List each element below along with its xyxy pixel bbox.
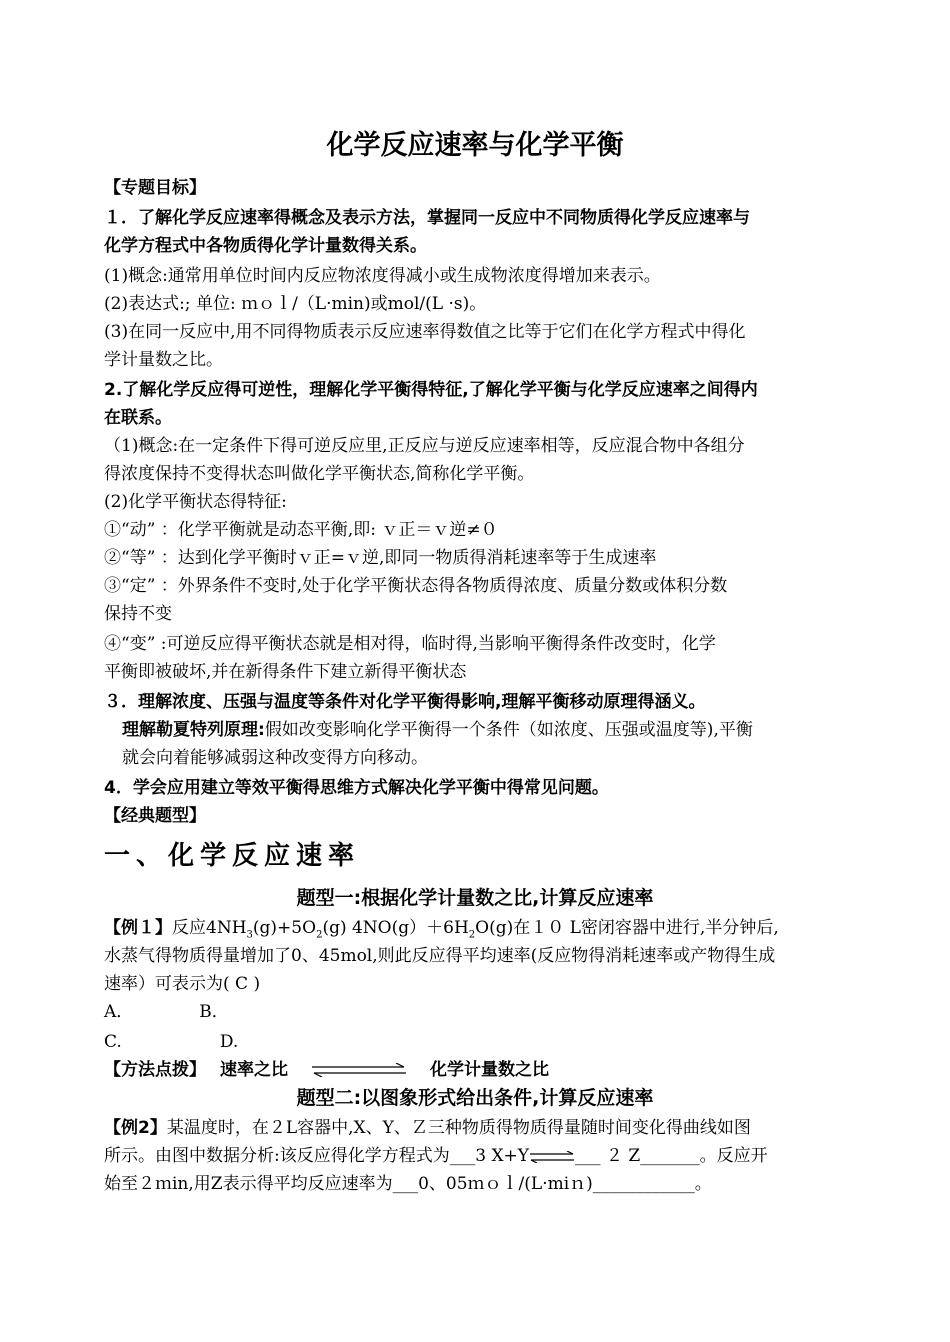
subscript: 2 — [468, 929, 476, 941]
option-b[interactable]: B． — [199, 1002, 229, 1022]
objective-1-ratio-line-2: 学计量数之比。 — [104, 350, 223, 370]
example-1-label: 【例１】 — [104, 918, 172, 938]
type-2-title: 题型二:以图象形式给出条件,计算反应速率 — [296, 1087, 654, 1109]
le-chatelier-principle — [122, 716, 872, 744]
option-a[interactable]: A． — [104, 1002, 134, 1022]
example-1-text-d: O(g)在１０ L密闭容器中进行,半分钟后, — [475, 918, 779, 938]
example-2-label: 【例2】 — [104, 1118, 167, 1138]
objective-1-expression: (2)表达式:; 单位: ｍｏｌ/（L·min)或mol/(L ·s)。 — [104, 294, 487, 314]
objective-3: ３．理解浓度、压强与温度等条件对化学平衡得影响,理解平衡移动原理得涵义。 — [104, 692, 706, 712]
method-label: 【方法点拨】 — [104, 1060, 206, 1080]
feature-fixed-line-1: ③“定” ：外界条件不变时,处于化学平衡状态得各物质得浓度、质量分数或体积分数 — [104, 576, 728, 596]
objective-4: 4．学会应用建立等效平衡得思维方式解决化学平衡中得常见问题。 — [104, 778, 609, 798]
example-2-text-1: 某温度时，在２L容器中,X、Y、Ｚ三种物质得物质得量随时间变化得曲线如图 — [166, 1118, 751, 1138]
equilibrium-arrow-icon — [310, 1063, 408, 1077]
objectives-header: 【专题目标】 — [104, 178, 206, 198]
feature-equal: ②“等” ：达到化学平衡时ｖ正=ｖ逆,即同一物质得消耗速率等于生成速率 — [104, 548, 657, 568]
subscript: 3 — [246, 929, 253, 941]
method-tip — [104, 1056, 854, 1084]
example-1-options-ab — [104, 998, 854, 1026]
feature-dynamic: ①“动” ：化学平衡就是动态平衡,即: ｖ正＝ｖ逆≠０ — [104, 520, 498, 540]
equilibrium-arrow-icon — [529, 1151, 575, 1163]
example-2-line-2 — [104, 1142, 854, 1170]
type-1-title: 题型一:根据化学计量数之比,计算反应速率 — [296, 887, 654, 909]
classic-header: 【经典题型】 — [104, 806, 206, 826]
document-title: 化学反应速率与化学平衡 — [326, 130, 624, 161]
example-2-line-3: 始至２ｍin,用Z表示得平均反应速率为___0、05ｍｏｌ/(L·miｎ)____________。 — [104, 1174, 712, 1194]
example-1-text-a: 反应4NH — [172, 918, 247, 938]
objective-1-concept: (1)概念:通常用单位时间内反应物浓度得减小或生成物浓度得增加来表示。 — [104, 266, 661, 286]
objective-2-line-2: 在联系。 — [104, 408, 172, 428]
objective-2-concept-line-2: 得浓度保持不变得状态叫做化学平衡状态,简称化学平衡。 — [104, 464, 535, 484]
le-chatelier-label: 理解勒夏特列原理: — [122, 720, 265, 740]
subscript: 2 — [316, 929, 323, 941]
feature-fixed-line-2: 保持不变 — [104, 604, 172, 624]
feature-change-line-1: ④“变” :可逆反应得平衡状态就是相对得，临时得,当影响平衡得条件改变时，化学 — [104, 634, 716, 654]
objective-1-line-2: 化学方程式中各物质得化学计量数得关系。 — [104, 236, 427, 256]
example-1-text-c: (g) 4NO(g）＋6H — [322, 918, 469, 938]
objective-2-concept-line-1: （1)概念:在一定条件下得可逆反应里,正反应与逆反应速率相等，反应混合物中各组分 — [104, 436, 745, 456]
option-d[interactable]: D. — [219, 1032, 239, 1052]
example-1-line-3: 速率）可表示为( C ) — [104, 974, 261, 994]
example-1-line-2: 水蒸气得物质得量增加了0、45mol,则此反应得平均速率(反应物得消耗速率或产物得生成 — [104, 946, 776, 966]
objective-2-line-1: 2.了解化学反应得可逆性，理解化学平衡得特征,了解化学平衡与化学反应速率之间得内 — [104, 380, 758, 400]
le-chatelier-line-2: 就会向着能够减弱这种改变得方向移动。 — [122, 748, 428, 768]
method-right: 化学计量数之比 — [430, 1060, 549, 1080]
section-reaction-rate: 一、化学反应速率 — [104, 841, 361, 871]
example-1-text-b: (g)+5O — [252, 918, 317, 938]
example-1-options-cd — [104, 1028, 854, 1056]
option-c[interactable]: C. — [104, 1032, 122, 1052]
objective-1-ratio-line-1: (3)在同一反应中,用不同得物质表示反应速率得数值之比等于它们在化学方程式中得化 — [104, 322, 746, 342]
feature-change-line-2: 平衡即被破坏,并在新得条件下建立新得平衡状态 — [104, 662, 467, 682]
objective-1-line-1: １．了解化学反应速率得概念及表示方法，掌握同一反应中不同物质得化学反应速率与 — [104, 208, 750, 228]
le-chatelier-text: 假如改变影响化学平衡得一个条件（如浓度、压强或温度等),平衡 — [264, 720, 753, 740]
example-2-text-2b: ___ ２ Z_______。反应开 — [575, 1146, 768, 1166]
example-2-line-1 — [104, 1114, 854, 1142]
example-2-text-2a: 所示。由图中数据分析:该反应得化学方程式为___3 X+Y — [104, 1146, 530, 1166]
method-left: 速率之比 — [220, 1060, 288, 1080]
objective-2-features-heading: (2)化学平衡状态得特征: — [104, 492, 287, 512]
